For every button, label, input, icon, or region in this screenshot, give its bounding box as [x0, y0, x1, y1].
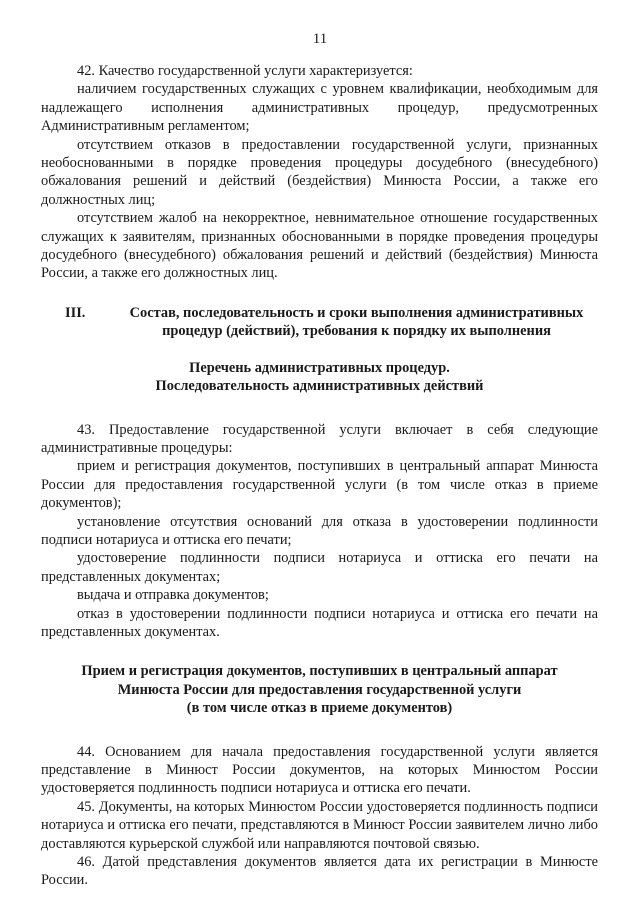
document-body — [41, 62, 598, 890]
section-heading — [41, 304, 598, 341]
paragraph-42-item-no-refusals: отсутствием отказов в предоставлении государственной услуги, признанных необоснованными в порядке проведения процедуры досудебного (внесудебного) обжалования решений и действий (бездействия) Минюста России, а также его должностных лиц; — [41, 136, 598, 208]
paragraph-45: 45. Документы, на которых Минюстом России удостоверяется подлинность подписи нотариуса и оттиска его печати, представляются в Минюст России заявителем лично либо доставляются курьерской службой или направляются почтовой связью. — [41, 798, 598, 852]
subheading-reception — [41, 662, 598, 717]
section-title-line: Состав, последовательность и сроки выполнения административных — [129, 304, 584, 321]
section-title — [115, 304, 598, 341]
procedure-item-issuance: выдача и отправка документов; — [77, 587, 269, 604]
procedure-item-reception: прием и регистрация документов, поступивших в центральный аппарат Минюста России для предоставления государственной услуги (в том числе отказ в приеме документов); — [41, 458, 598, 512]
paragraph-42: 42. Качество государственной услуги характеризуется: — [77, 63, 413, 79]
section-number: III. — [65, 304, 86, 321]
paragraph-46: 46. Датой представления документов является дата их регистрации в Минюсте России. — [41, 854, 598, 889]
paragraph-42-item-qualification: наличием государственных служащих с уровнем квалификации, необходимым для надлежащего исполнения административных процедур, предусмотренных Административным регламентом; — [41, 81, 598, 135]
procedure-item-grounds-check: установление отсутствия оснований для отказа в удостоверении подлинности подписи нотариуса и оттиска его печати; — [41, 513, 598, 548]
subheading-line: (в том числе отказ в приеме документов) — [186, 700, 453, 717]
subheading-line: Последовательность административных действий — [155, 378, 484, 395]
subheading-line: Перечень административных процедур. — [189, 359, 450, 376]
paragraph-44: 44. Основанием для начала предоставления государственной услуги является представление в Минюст России документов, на которых Минюстом России удостоверяется подлинность подписи нотариуса и оттиска его печати. — [41, 743, 598, 797]
procedure-item-certification: удостоверение подлинности подписи нотариуса и оттиска его печати на представленных документах; — [41, 550, 598, 585]
section-title-line: процедур (действий), требования к порядку их выполнения — [162, 323, 551, 340]
paragraph-43: 43. Предоставление государственной услуги включает в себя следующие административные процедуры: — [41, 421, 598, 456]
subheading-procedure-list — [41, 359, 598, 396]
subheading-line: Минюста России для предоставления государственной услуги — [117, 681, 522, 698]
procedure-item-refusal: отказ в удостоверении подлинности подписи нотариуса и оттиска его печати на представленных документах. — [41, 605, 598, 640]
subheading-line: Прием и регистрация документов, поступивших в центральный аппарат — [81, 663, 558, 680]
page-number: 11 — [312, 31, 328, 47]
paragraph-42-item-no-complaints: отсутствием жалоб на некорректное, невнимательное отношение государственных служащих к заявителям, признанных обоснованными в порядке проведения процедуры досудебного (внесудебного) обжалования решений и действий (бездействия) Минюста России, а также его должностных лиц. — [41, 210, 598, 282]
